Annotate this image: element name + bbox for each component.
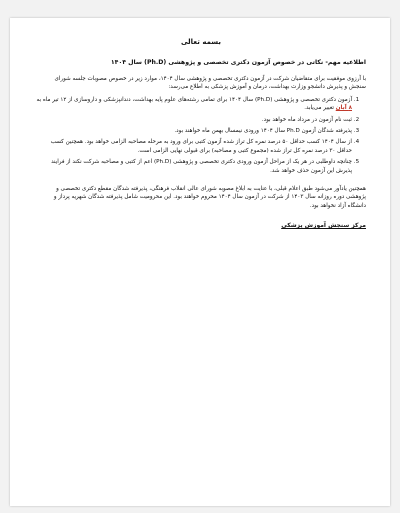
list-item-text: تغییر می‌یابد. xyxy=(304,105,334,112)
closing-paragraph: همچنین یادآور می‌شود طبق اعلام قبلی، با عنایت به ابلاغ مصوبه شورای عالی انقلاب فرهنگی، پذیرفته شدگان مقطع دکتری تخصصی و پژوهشی دوره روزانه سال ۱۴۰۳ از شرکت در آزمون سال ۱۴۰۴ محروم خواهند بود. این محرومیت شامل پذیرفته شدگان شهریه پرداز و دانشگاه آزاد نخواهد بود. xyxy=(53,186,366,209)
document-page xyxy=(10,18,390,506)
list-item: 4. از سال ۱۴۰۴ کسب حداقل ۵۰ درصد نمره کل تراز شده آزمون کتبی برای ورود به مرحله مصاحبه الزامی خواهد بود. همچنین کسب حداقل ۳۰ درصد نمره کل تراز شده (مجموع کتبی و مصاحبه) برای قبولی نهایی الزامی است. xyxy=(36,138,352,155)
highlighted-date: ۸ آبان xyxy=(335,105,352,112)
list-item-text: آزمون دکتری تخصصی و پژوهشی (Ph.D) سال ۱۴۰۴ برای تمامی رشته‌های علوم پایه بهداشت، دندانپزشکی و داروسازی از ۱۲ تیر ماه به xyxy=(36,96,352,103)
list-item: 3. پذیرفته شدگان آزمون Ph.D سال ۱۴۰۴ ورودی نیمسال بهمن ماه خواهند بود. xyxy=(36,127,352,135)
bismillah-heading: بسمه تعالی xyxy=(180,38,222,46)
announcement-list xyxy=(36,96,366,175)
list-item xyxy=(36,96,352,113)
document-content xyxy=(36,38,366,229)
list-item: 2. ثبت نام آزمون در مرداد ماه خواهد بود. xyxy=(36,116,352,124)
intro-paragraph: با آرزوی موفقیت برای متقاضیان شرکت در آزمون دکتری تخصصی و پژوهشی سال ۱۴۰۴، موارد زیر در خصوص مصوبات جلسه شورای سنجش و پذیرش دانشجو وزارت بهداشت، درمان و آموزش پزشکی به اطلاع می‌رسد: xyxy=(54,76,366,91)
signature: مرکز سنجش آموزش پزشکی xyxy=(281,222,366,230)
list-item: 5. چنانچه داوطلبی در هر یک از مراحل آزمون ورودی دکتری تخصصی و پژوهشی (Ph.D) اعم از کتبی و مصاحبه شرکت نکند از فرایند پذیرش این آزمون حذف خواهد شد. xyxy=(36,158,352,175)
announcement-title: اطلاعیه مهم- نکاتی در خصوص آزمون دکتری تخصصی و پژوهشی (Ph.D) سال ۱۴۰۴ xyxy=(110,59,366,66)
